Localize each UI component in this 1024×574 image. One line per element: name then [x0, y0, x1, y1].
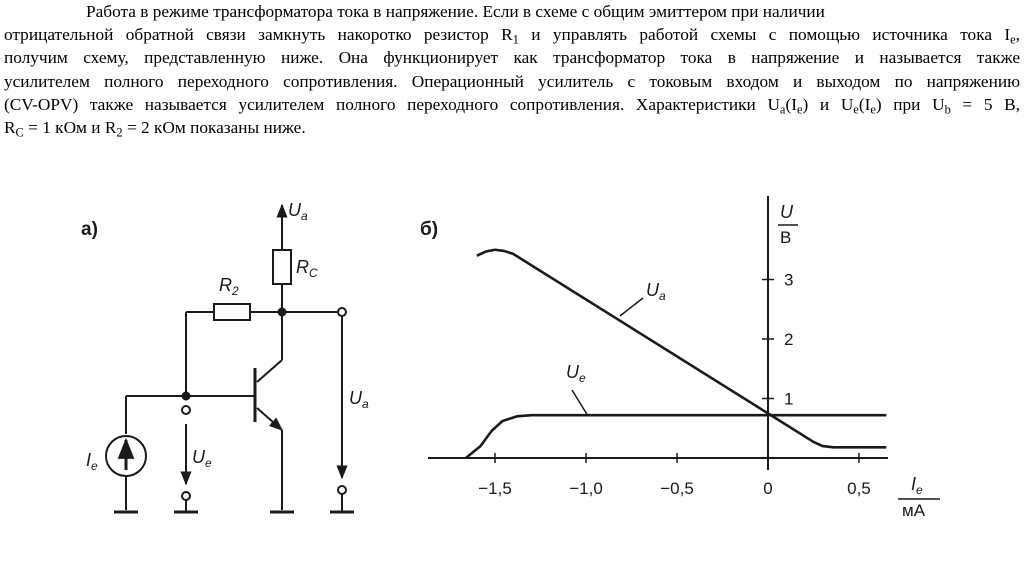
ie-label-sub: e — [91, 459, 98, 473]
y-tick-label: 3 — [784, 270, 794, 290]
ue-series-sub: e — [579, 371, 586, 385]
x-tick-label: −0,5 — [660, 479, 694, 498]
x-axis-label-num — [911, 474, 923, 497]
ue-label-sub: e — [205, 456, 212, 470]
ua-bottom-terminal — [338, 486, 346, 494]
series-ue-line — [466, 415, 886, 458]
transfer-chart — [420, 196, 940, 520]
line6-part-b: = 1 кОм и R — [23, 118, 117, 138]
ua-series-label — [646, 280, 666, 303]
y-tick-label: 1 — [784, 389, 794, 409]
line6-sub-1: C — [15, 125, 24, 140]
ie-label — [86, 450, 98, 473]
y-tick-label: 2 — [784, 330, 794, 349]
r2-label-r: R — [219, 275, 232, 295]
y-axis-label-num: U — [780, 202, 793, 222]
ue-bottom-terminal — [182, 492, 190, 500]
line2-sub-1: 1 — [512, 32, 519, 47]
line5-part-f: = 5 В, — [950, 94, 1020, 114]
line5-sub-2: e — [796, 102, 803, 117]
line5-part-b: (I — [785, 94, 797, 114]
ue-leader-line — [572, 390, 588, 416]
x-axis-label-den: мА — [902, 501, 926, 520]
supply-label-sub: a — [301, 209, 308, 223]
y-ticks — [762, 271, 793, 409]
ua-series-name: U — [646, 280, 659, 300]
line2-part-c: , — [1015, 25, 1020, 45]
ie-label-i: I — [86, 450, 92, 470]
x-axis-label-sub: e — [916, 483, 923, 497]
x-tick-label: −1,0 — [569, 479, 603, 498]
supply-label-u: U — [288, 200, 301, 220]
x-tick-label: −1,5 — [478, 479, 512, 498]
series-ua-line — [477, 250, 887, 448]
r2-label — [219, 275, 239, 298]
supply-label — [288, 200, 308, 223]
ua-output-label-sub: a — [362, 397, 369, 411]
line5-part-d: (I — [858, 94, 871, 114]
line6-part-c: = 2 кОм показаны ниже. — [122, 118, 306, 138]
rc-resistor — [273, 250, 291, 284]
transistor-collector — [257, 360, 282, 382]
line5-part-c: ) и U — [802, 94, 854, 114]
chart-label: б) — [420, 219, 439, 240]
line5-part-a: (CV-OPV) также называется усилителем полного переходного сопротивления. Характеристики U — [4, 94, 780, 114]
rc-label-sub: C — [309, 266, 318, 280]
line5-sub-4: e — [870, 102, 876, 117]
ue-top-terminal — [182, 406, 190, 414]
line6-part-a: R — [4, 118, 16, 138]
y-axis-label-den: В — [780, 228, 792, 247]
paragraph-line-4: усилителем полного переходного сопротивления. Операционный усилитель с токовым входом и выходом по напряжению — [4, 71, 1020, 91]
ua-output-label — [349, 388, 369, 411]
series-lines — [466, 250, 886, 458]
ua-leader-line — [620, 298, 643, 316]
line2-sub-2: e — [1010, 32, 1016, 47]
x-axis-label-i: I — [911, 474, 917, 494]
paragraph-line-1: Работа в режиме трансформатора тока в напряжение. Если в схеме с общим эмиттером при наличии — [86, 2, 825, 21]
ue-series-name: U — [566, 362, 579, 382]
ua-output-label-u: U — [349, 388, 362, 408]
paragraph-line-3: получим схему, представленную ниже. Она функционирует как трансформатор тока в напряжение и называется также — [4, 48, 1020, 68]
line5-sub-5: b — [944, 102, 951, 117]
line5-sub-3: e — [853, 102, 859, 117]
ue-label-u: U — [192, 447, 205, 467]
ua-series-sub: a — [659, 289, 666, 303]
rc-label-r: R — [296, 257, 309, 277]
circuit-label: а) — [81, 219, 98, 240]
circuit-diagram — [81, 200, 369, 512]
line2-part-a: отрицательной обратной связи замкнуть накоротко резистор R — [4, 25, 513, 45]
transistor-emitter — [257, 408, 282, 430]
ue-series-label — [566, 362, 586, 385]
line6-sub-2: 2 — [116, 125, 123, 140]
line5-part-e: ) при U — [875, 94, 945, 114]
line5-sub-1: a — [779, 102, 786, 117]
x-tick-label: 0,5 — [847, 479, 871, 498]
rc-label — [296, 257, 318, 280]
r2-resistor — [214, 304, 250, 320]
ue-label — [192, 447, 212, 470]
r2-label-sub: 2 — [232, 284, 239, 298]
x-tick-label: 0 — [763, 479, 773, 498]
line2-part-b: и управлять работой схемы с помощью источника тока I — [518, 25, 1011, 45]
x-ticks — [478, 453, 871, 498]
output-terminal — [338, 308, 346, 316]
